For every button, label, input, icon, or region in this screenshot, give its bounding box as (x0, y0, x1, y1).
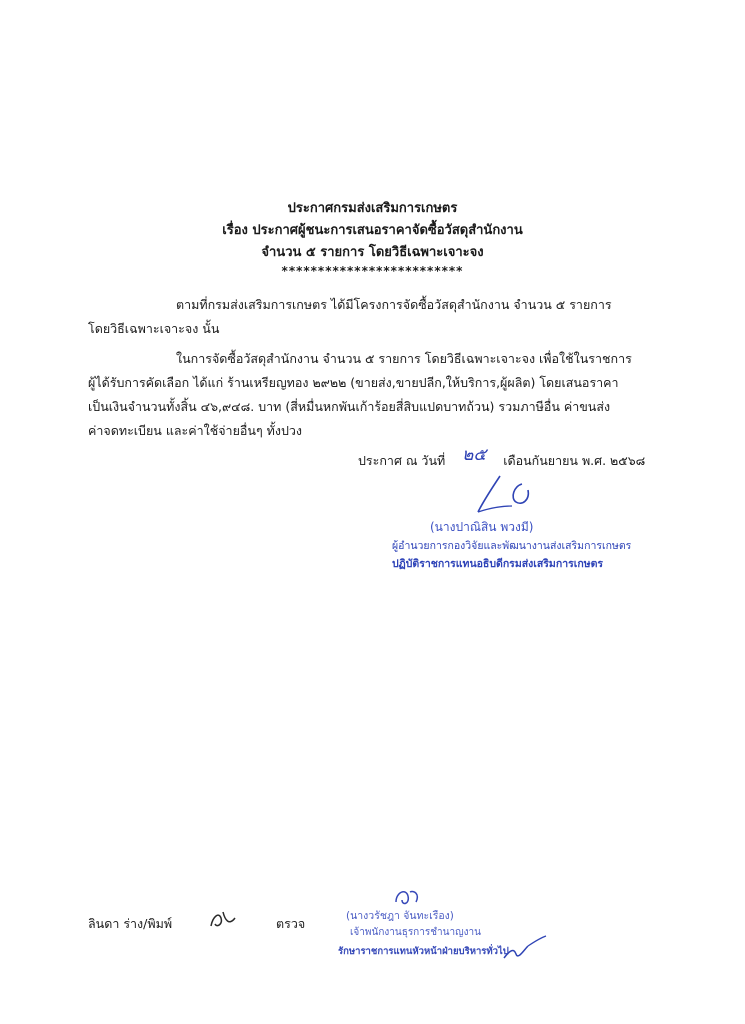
announcement-suffix: เดือนกันยายน พ.ศ. ๒๕๖๘ (503, 453, 646, 468)
stamp-position: เจ้าพนักงานธุรการชำนาญงาน (350, 927, 481, 938)
header-subject: เรื่อง ประกาศผู้ชนะการเสนอราคาจัดซื้อวัสดุสำนักงาน (222, 223, 523, 238)
signer-title: ผู้อำนวยการกองวิจัยและพัฒนางานส่งเสริมการเกษตร (392, 540, 632, 552)
para2-line3: เป็นเงินจำนวนทั้งสิ้น ๔๖,๙๔๘. บาท (สี่หมื่นหกพันเก้าร้อยสี่สิบแปดบาทถ้วน) รวมภาษีอื่น ค่าขนส่ง (88, 399, 611, 414)
stamp-acting-for: รักษาราชการแทนหัวหน้าฝ่ายบริหารทั่วไป (338, 946, 509, 957)
header-agency: ประกาศกรมส่งเสริมการเกษตร (287, 201, 458, 216)
stamp-name: (นางวรัชฎา จันทะเรือง) (346, 910, 454, 922)
header-detail: จำนวน ๕ รายการ โดยวิธีเฉพาะเจาะจง (261, 245, 484, 260)
signer-name: (นางปาณิสิน พวงมี) (430, 520, 534, 534)
announcement-prefix: ประกาศ ณ วันที่ (358, 453, 446, 468)
head-signature (500, 934, 550, 964)
checker-label: ตรวจ (276, 916, 306, 931)
announcement-header (0, 198, 745, 278)
para2-line4: ค่าจดทะเบียน และค่าใช้จ่ายอื่นๆ ทั้งปวง (88, 423, 303, 438)
drafter-initials (205, 906, 241, 934)
handwritten-day: ๒๕ (462, 445, 487, 465)
director-signature (470, 470, 560, 520)
drafter-label: ลินดา ร่าง/พิมพ์ (88, 916, 173, 931)
para1-line1: ตามที่กรมส่งเสริมการเกษตร ได้มีโครงการจัดซื้อวัสดุสำนักงาน จำนวน ๕ รายการ (176, 297, 612, 312)
para1-line2: โดยวิธีเฉพาะเจาะจง นั้น (88, 321, 220, 336)
header-separator: ************************* (281, 264, 464, 278)
para2-line1: ในการจัดซื้อวัสดุสำนักงาน จำนวน ๕ รายการ โดยวิธีเฉพาะเจาะจง เพื่อใช้ในราชการ (176, 351, 632, 366)
announcement-date (358, 446, 645, 473)
signer-acting-for: ปฏิบัติราชการแทนอธิบดีกรมส่งเสริมการเกษตร (392, 558, 604, 570)
para2-line2: ผู้ได้รับการคัดเลือก ได้แก่ ร้านเหรียญทอง ๒๙๒๒ (ขายส่ง,ขายปลีก,ให้บริการ,ผู้ผลิต) โดยเสนอราคา (88, 375, 619, 390)
